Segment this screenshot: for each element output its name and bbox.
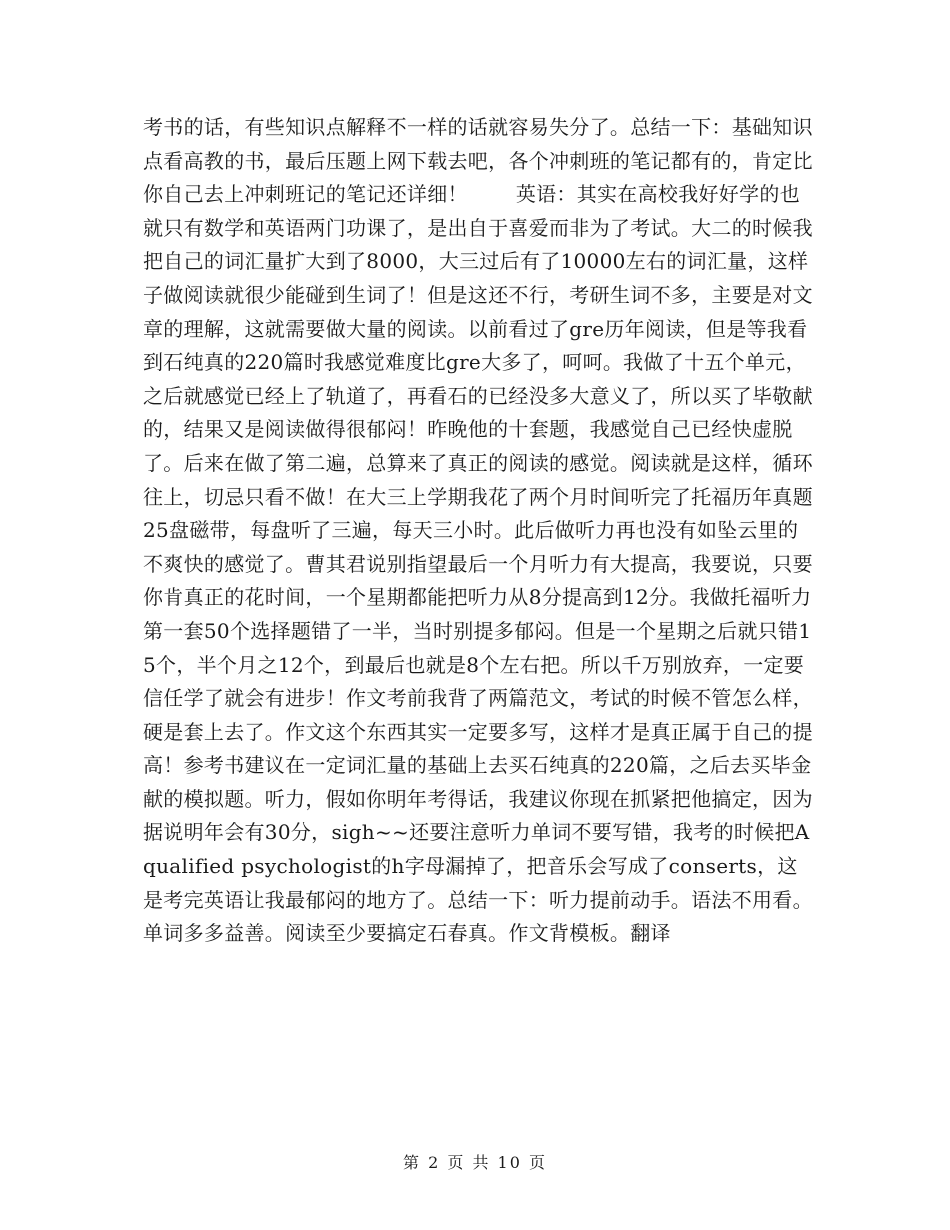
paragraph-part-1: 考书的话，有些知识点解释不一样的话就容易失分了。总结一下：基础知识点看高教的书，最后压题上网下载去吧，各个冲刺班的笔记都有的，肯定比你自己去上冲刺班记的笔记还详细！ (143, 115, 813, 207)
paragraph-part-2: 英语：其实在高校我好好学的也就只有数学和英语两门功课了，是出自于喜爱而非为了考试。大二的时候我把自己的词汇量扩大到了8000，大三过后有了10000左右的词汇量，这样子做阅读就很少能碰到生词了！但是这还不行，考研生词不多，主要是对文章的理解，这就需要做大量的阅读。以前看过了gre历年阅读，但是等我看到石纯真的220篇时我感觉难度比gre大多了，呵呵。我做了十五个单元，之后就感觉已经上了轨道了，再看石的已经没多大意义了，所以买了毕敬献的，结果又是阅读做得很郁闷！昨晚他的十套题，我感觉自己已经快虚脱了。后来在做了第二遍，总算来了真正的阅读的感觉。阅读就是这样，循环往上，切忌只看不做！在大三上学期我花了两个月时间听完了托福历年真题25盘磁带，每盘听了三遍，每天三小时。此后做听力再也没有如坠云里的不爽快的感觉了。曹其君说别指望最后一个月听力有大提高，我要说，只要你肯真正的花时间，一个星期都能把听力从8分提高到12分。我做托福听力第一套50个选择题错了一半，当时别提多郁闷。但是一个星期之后就只错15个，半个月之12个，到最后也就是8个左右把。所以千万别放弃，一定要信任学了就会有进步！作文考前我背了两篇范文，考试的时候不管怎么样，硬是套上去了。作文这个东西其实一定要多写，这样才是真正属于自己的提高！参考书建议在一定词汇量的基础上去买石纯真的220篇，之后去买毕金献的模拟题。听力，假如你明年考得话，我建议你现在抓紧把他搞定，因为据说明年会有30分，sigh~~还要注意听力单词不要写错，我考的时候把A qualified psychologist的h字母漏掉了，把音乐会写成了conserts，这是考完英语让我最郁闷的地方了。总结一下：听力提前动手。语法不用看。单词多多益善。阅读至少要搞定石春真。作文背模板。翻译 (143, 182, 813, 946)
page-footer: 第 2 页 共 10 页 (403, 1153, 547, 1172)
body-paragraph (143, 111, 813, 951)
